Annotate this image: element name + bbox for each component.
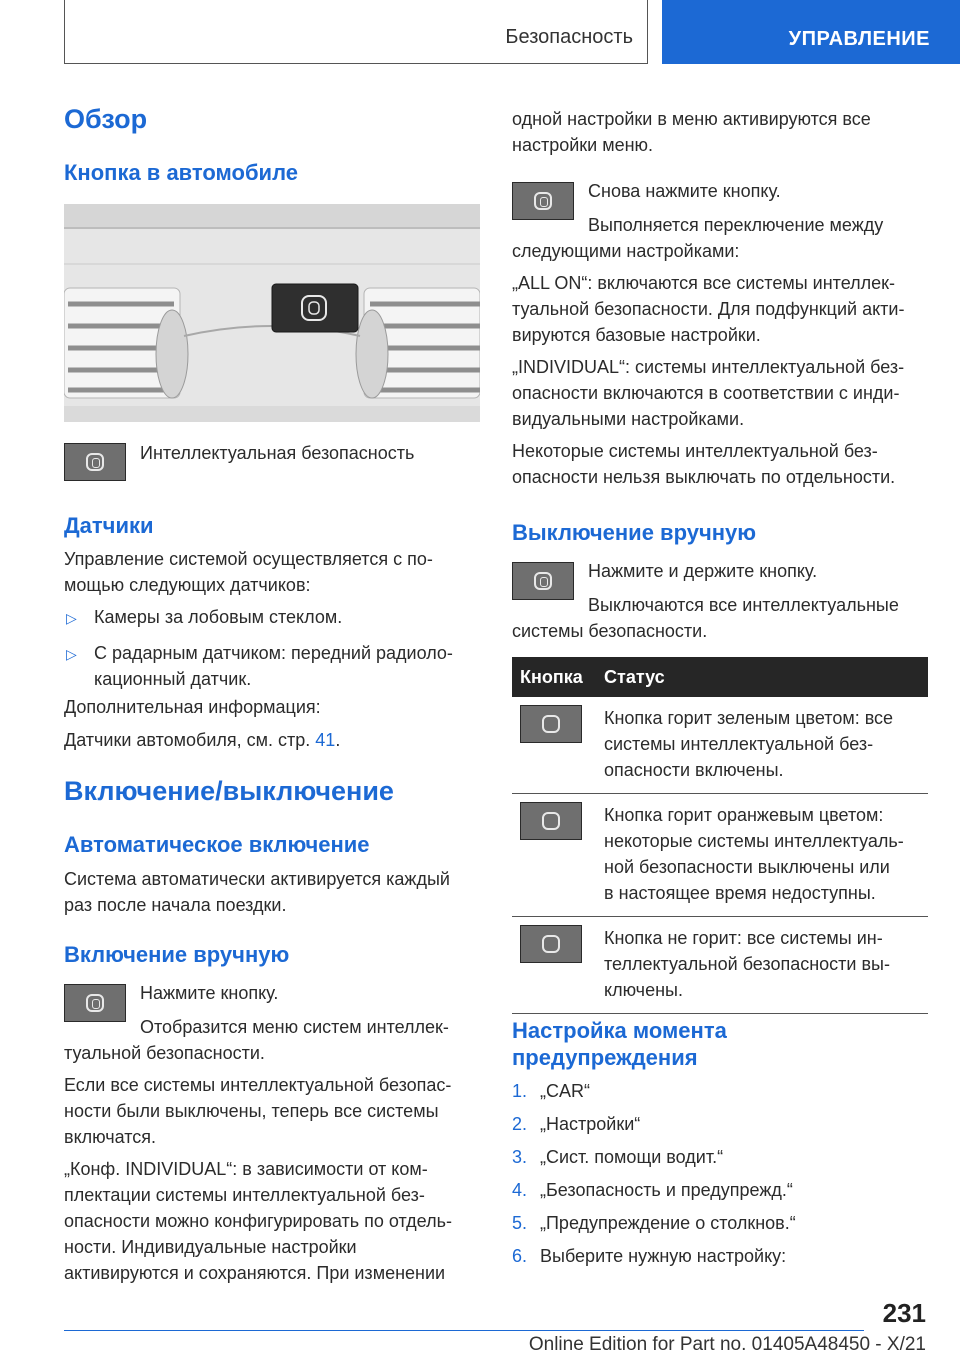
some-systems-line2: опасности нельзя выключать по отдельности. xyxy=(512,467,896,487)
manual-on-press: Нажмите кнопку. xyxy=(140,983,279,1003)
warning-setting-heading: Настройка момента xyxy=(512,1018,727,1043)
manual-on-menu-cont: туальной безопасности. xyxy=(64,1043,265,1063)
paragraph-conf-line2: плектации системы интеллектуальной без- xyxy=(64,1185,425,1205)
on-off-heading: Включение/выключение xyxy=(64,776,394,806)
page-link[interactable]: 41 xyxy=(315,730,336,750)
more-info-reference xyxy=(64,727,340,753)
table-header-row xyxy=(512,657,928,697)
step-text: „Предупреждение о столкнов.“ xyxy=(540,1213,796,1233)
dashboard-photo xyxy=(64,204,480,422)
bullet-icon: ▷ xyxy=(66,610,77,626)
warning-setting-heading-cont: предупреждения xyxy=(512,1045,698,1070)
manual-on-menu: Отобразится меню систем интеллек- xyxy=(140,1017,449,1037)
auto-on-text-2: раз после начала поездки. xyxy=(64,895,287,915)
auto-on-heading: Автоматическое включение xyxy=(64,832,370,857)
step-number: 6. xyxy=(512,1246,528,1266)
some-systems-line1: Некоторые системы интеллектуальной без- xyxy=(512,441,878,461)
dashboard-illustration xyxy=(64,204,480,422)
safety-button-icon xyxy=(512,182,574,220)
status-table xyxy=(512,657,928,1014)
cont-line2: настройки меню. xyxy=(512,135,654,155)
page-title: Обзор xyxy=(64,104,148,134)
safety-button-icon xyxy=(64,443,126,481)
status-cell: Кнопка горит оранжевым цветом: некоторые системы интеллектуаль- ной безопасности выключены или в настоящее время недоступны. xyxy=(596,794,928,917)
more-info-label: Дополнительная информация: xyxy=(64,697,321,717)
sensors-intro-line2: мощью следующих датчиков: xyxy=(64,575,311,595)
table-row xyxy=(512,697,928,794)
sensor-item-2-cont: кационный датчик. xyxy=(94,669,252,689)
individual-line3: видуальными настройками. xyxy=(512,409,745,429)
cont-line1: одной настройки в меню активируются все xyxy=(512,109,871,129)
step-text: „Сист. помощи водит.“ xyxy=(540,1147,724,1167)
reference-text: Датчики автомобиля, см. стр. xyxy=(64,730,316,750)
column-header-status: Статус xyxy=(596,657,928,697)
individual-line2: опасности включаются в соответствии с инди- xyxy=(512,383,900,403)
manual-off-line2: системы безопасности. xyxy=(512,621,708,641)
paragraph-conf-line4: ности. Индивидуальные настройки xyxy=(64,1237,357,1257)
header-section-tab xyxy=(64,0,648,64)
header-chapter-label: УПРАВЛЕНИЕ xyxy=(788,28,930,50)
button-off-icon xyxy=(520,925,582,963)
table-row xyxy=(512,794,928,917)
switch-line2: следующими настройками: xyxy=(512,241,740,261)
safety-button-icon xyxy=(512,562,574,600)
step-text: Выберите нужную настройку: xyxy=(540,1246,787,1266)
table-row xyxy=(512,917,928,1014)
step-text: „Безопасность и предупрежд.“ xyxy=(540,1180,793,1200)
paragraph-conf-line5: активируются и сохраняются. При изменении xyxy=(64,1263,446,1283)
button-orange-icon xyxy=(520,802,582,840)
column-header-button: Кнопка xyxy=(512,657,596,697)
individual-line1: „INDIVIDUAL“: системы интеллектуальной без- xyxy=(512,357,905,377)
manual-off-line1: Выключаются все интеллектуальные xyxy=(588,595,899,615)
paragraph-conf-line1: „Конф. INDIVIDUAL“: в зависимости от ком- xyxy=(64,1159,428,1179)
sensors-heading: Датчики xyxy=(64,513,154,538)
step-text: „CAR“ xyxy=(540,1081,590,1101)
paragraph-if-line1: Если все системы интеллектуальной безопас- xyxy=(64,1075,452,1095)
button-green-icon xyxy=(520,705,582,743)
paragraph-conf-line3: опасности можно конфигурировать по отдель- xyxy=(64,1211,452,1231)
sensor-item-2: С радарным датчиком: передний радиоло- xyxy=(94,643,453,663)
header-chapter-tab xyxy=(662,0,960,64)
footer-edition: Online Edition for Part no. 01405A48450 - X/21 xyxy=(528,1334,926,1355)
auto-on-text-1: Система автоматически активируется каждый xyxy=(64,869,450,889)
paragraph-if-line2: ности были выключены, теперь все системы xyxy=(64,1101,439,1121)
all-on-line1: „ALL ON“: включаются все системы интеллек- xyxy=(512,273,896,293)
all-on-line3: вируются базовые настройки. xyxy=(512,325,761,345)
manual-on-heading: Включение вручную xyxy=(64,942,290,967)
manual-off-press: Нажмите и держите кнопку. xyxy=(588,561,818,581)
status-cell: Кнопка горит зеленым цветом: все системы интеллектуальной без- опасности включены. xyxy=(596,697,928,794)
step-number: 3. xyxy=(512,1147,528,1167)
all-on-line2: туальной безопасности. Для подфункций акти- xyxy=(512,299,905,319)
press-again: Снова нажмите кнопку. xyxy=(588,181,781,201)
paragraph-if-line3: включатся. xyxy=(64,1127,157,1147)
sensor-item-1: Камеры за лобовым стеклом. xyxy=(94,607,343,627)
step-number: 2. xyxy=(512,1114,528,1134)
step-text: „Настройки“ xyxy=(540,1114,641,1134)
step-number: 4. xyxy=(512,1180,528,1200)
manual-off-heading: Выключение вручную xyxy=(512,520,757,545)
reference-end: . xyxy=(335,730,341,750)
header-section-label: Безопасность xyxy=(505,26,633,48)
step-number: 5. xyxy=(512,1213,528,1233)
bullet-icon: ▷ xyxy=(66,646,77,662)
step-number: 1. xyxy=(512,1081,528,1101)
switch-line1: Выполняется переключение между xyxy=(588,215,884,235)
button-caption: Интеллектуальная безопасность xyxy=(140,443,415,463)
status-cell: Кнопка не горит: все системы ин- теллектуальной безопасности вы- ключены. xyxy=(596,917,928,1014)
safety-button-icon xyxy=(64,984,126,1022)
sensors-intro-line1: Управление системой осуществляется с по- xyxy=(64,549,433,569)
car-button-heading: Кнопка в автомобиле xyxy=(64,160,298,185)
page-number: 231 xyxy=(882,1298,926,1328)
footer-divider xyxy=(64,1330,864,1331)
